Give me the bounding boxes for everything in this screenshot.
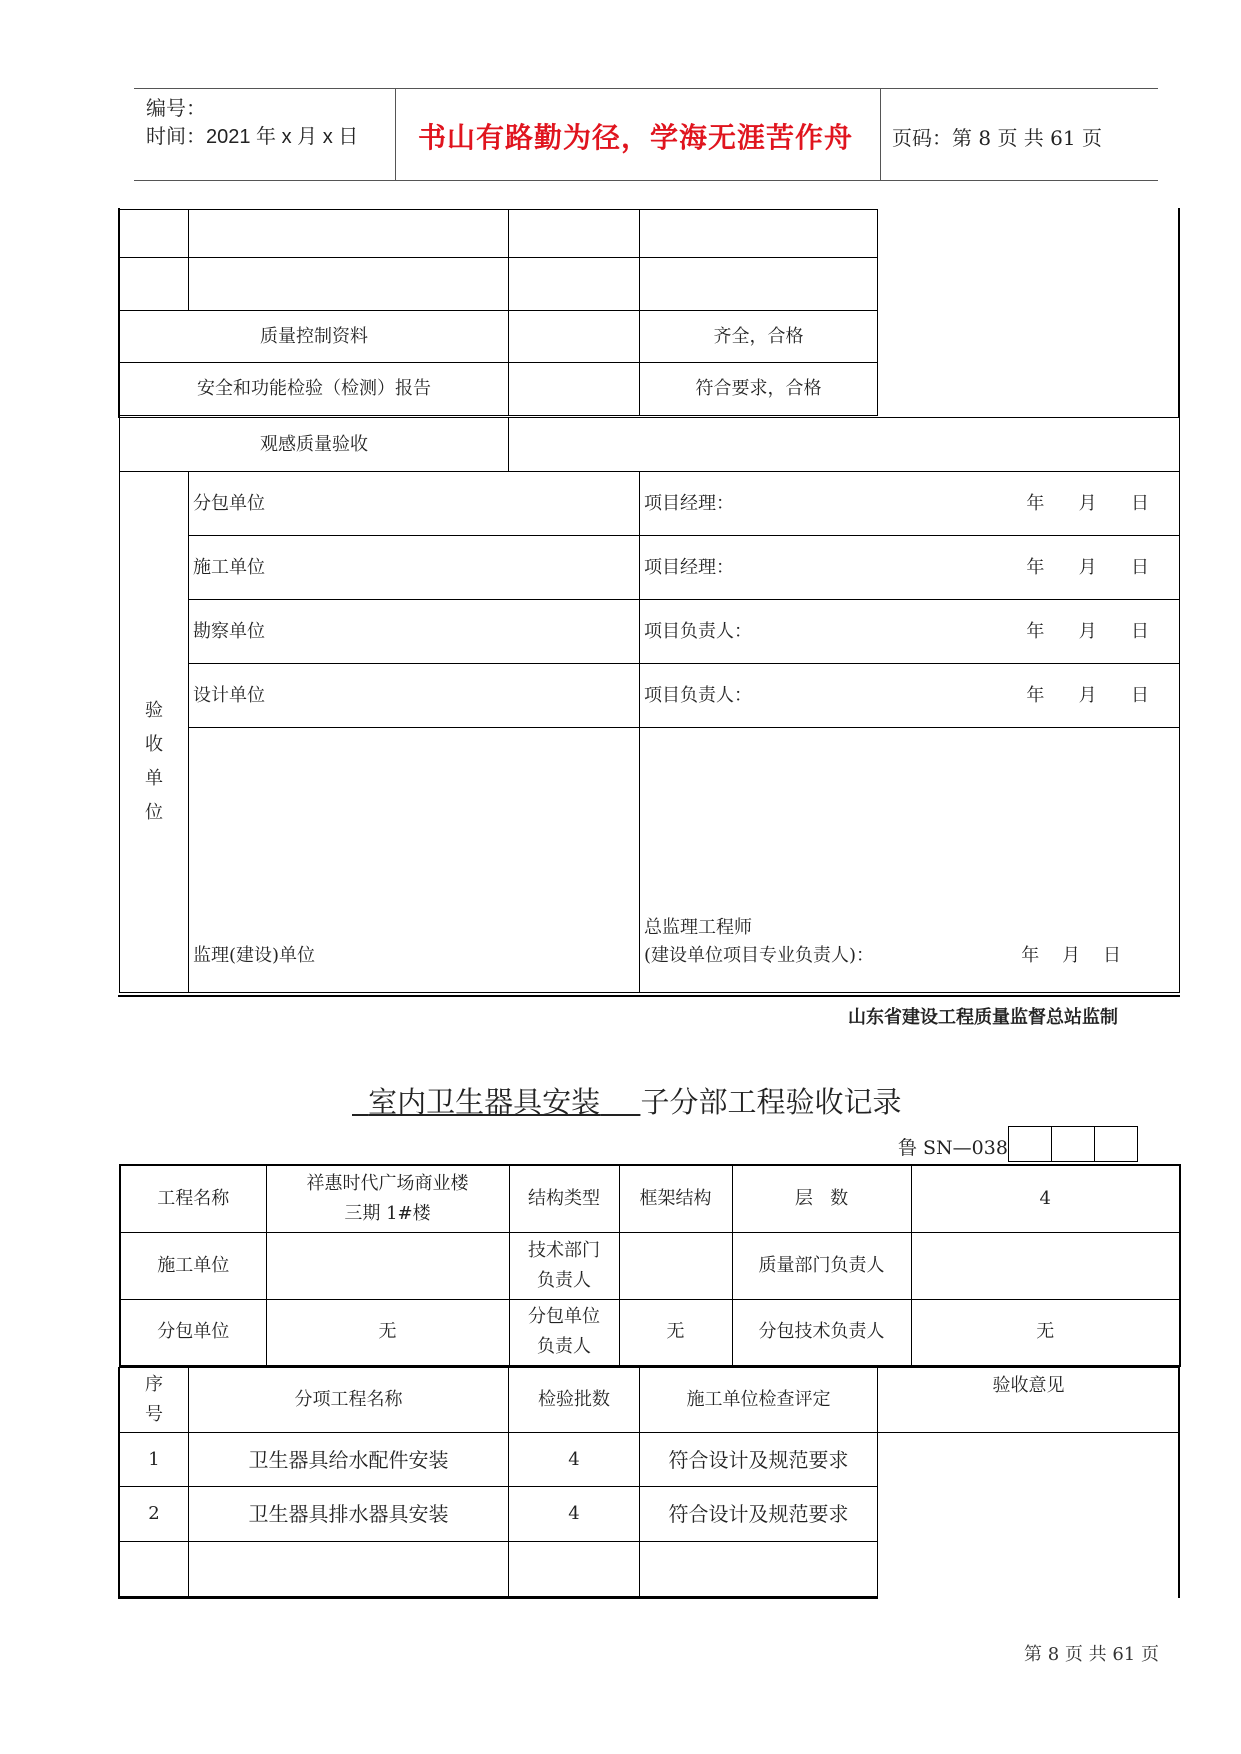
header-divider-left [395, 88, 396, 180]
quality-dept-label: 质量部门负责人 [732, 1232, 911, 1299]
row-batches: 4 [509, 1487, 640, 1542]
sub-tech-head-value: 无 [911, 1299, 1180, 1366]
construction-unit-value [266, 1232, 509, 1299]
row-check: 符合设计及规范要求 [640, 1487, 878, 1542]
unit-design-role: 项目负责人： 年 月 日 [640, 664, 1180, 728]
project-name-value: 祥惠时代广场商业楼 三期 1#楼 [266, 1165, 509, 1232]
form2-bottom-frame [118, 1597, 878, 1599]
construction-unit-label: 施工单位 [120, 1232, 266, 1299]
page-footer: 第 8 页 共 61 页 [1024, 1644, 1159, 1665]
form2-title-subject: 室内卫生器具安装 [368, 1087, 601, 1119]
unit-design: 设计单位 [189, 664, 640, 728]
table1-bottom-frame [118, 995, 1180, 997]
safety-report-value: 符合要求，合格 [640, 363, 878, 416]
sub-tech-head-label: 分包技术负责人 [732, 1299, 911, 1366]
row-item: 卫生器具给水配件安装 [189, 1433, 509, 1487]
form-code: 鲁 SN—038 [898, 1137, 1008, 1159]
quality-data-label: 质量控制资料 [120, 311, 509, 363]
col-seq-header: 序 号 [120, 1368, 189, 1433]
floors-label: 层 数 [732, 1165, 911, 1232]
table1-upper [119, 209, 878, 416]
row-seq: 2 [120, 1487, 189, 1542]
header-motto: 书山有路勤为径，学海无涯苦作舟 [418, 121, 854, 154]
accept-units-label: 验收单位 [120, 472, 189, 993]
code-box [1008, 1126, 1138, 1162]
header-divider-right [880, 88, 881, 180]
form2-title-rest: 子分部工程验收记录 [640, 1087, 902, 1119]
table1-right-frame [1178, 208, 1180, 418]
floors-value: 4 [911, 1165, 1180, 1232]
form2-right-frame [1178, 1367, 1180, 1598]
header-top-rule [134, 88, 1158, 89]
col-batches-header: 检验批数 [509, 1368, 640, 1433]
row-check: 符合设计及规范要求 [640, 1433, 878, 1487]
appearance-label: 观感质量验收 [120, 418, 509, 472]
structure-type-label: 结构类型 [509, 1165, 619, 1232]
supervision-unit: 监理(建设)单位 [189, 728, 640, 993]
header-number: 编号： [146, 98, 206, 120]
col-item-header: 分项工程名称 [189, 1368, 509, 1433]
unit-subcontract-role: 项目经理： 年 月 日 [640, 472, 1180, 536]
table1-lower [119, 417, 1180, 993]
structure-type-value: 框架结构 [619, 1165, 732, 1232]
sub-unit-value: 无 [266, 1299, 509, 1366]
form2-items-table [119, 1367, 1180, 1597]
sub-unit-head-label: 分包单位 负责人 [509, 1299, 619, 1366]
quality-data-value: 齐全，合格 [640, 311, 878, 363]
table-row [120, 1433, 1180, 1487]
header-page: 页码：第 8 页 共 61 页 [892, 126, 1102, 150]
col-opinion-header: 验收意见 [878, 1368, 1180, 1433]
sub-unit-label: 分包单位 [120, 1299, 266, 1366]
tech-dept-label: 技术部门 负责人 [509, 1232, 619, 1299]
form2-title [352, 1080, 901, 1121]
unit-construction-role: 项目经理： 年 月 日 [640, 536, 1180, 600]
project-name-label: 工程名称 [120, 1165, 266, 1232]
row-batches: 4 [509, 1433, 640, 1487]
construction-rep: (建设单位项目专业负责人)： 年 月 日 [644, 945, 1121, 966]
chief-supervisor: 总监理工程师 [644, 917, 752, 938]
header-bottom-rule [134, 180, 1158, 181]
form2-left-frame [118, 1367, 120, 1598]
footer-org: 山东省建设工程质量监督总站监制 [848, 1007, 1118, 1027]
row-seq: 1 [120, 1433, 189, 1487]
col-check-header: 施工单位检查评定 [640, 1368, 878, 1433]
opinion-cell [878, 1433, 1180, 1597]
unit-survey: 勘察单位 [189, 600, 640, 664]
header-time: 时间：2021 年 x 月 x 日 [146, 126, 359, 148]
unit-construction: 施工单位 [189, 536, 640, 600]
chief-supervisor-cell [640, 728, 1180, 993]
form2-info-table [119, 1164, 1181, 1367]
unit-survey-role: 项目负责人： 年 月 日 [640, 600, 1180, 664]
unit-subcontract: 分包单位 [189, 472, 640, 536]
sub-unit-head-value: 无 [619, 1299, 732, 1366]
safety-report-label: 安全和功能检验（检测）报告 [120, 363, 509, 416]
row-item: 卫生器具排水器具安装 [189, 1487, 509, 1542]
